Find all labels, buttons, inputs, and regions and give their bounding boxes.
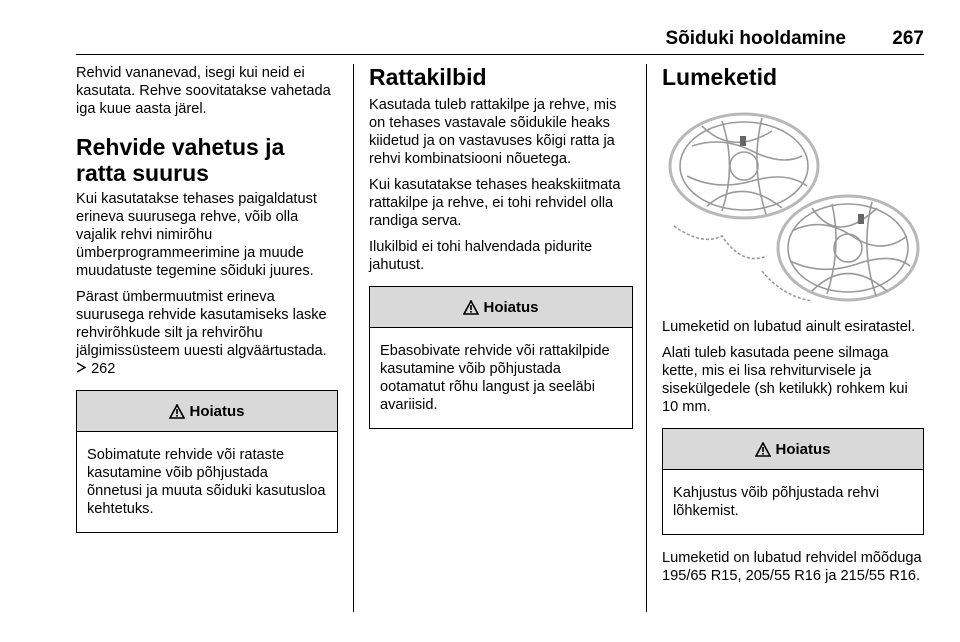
section-heading-snow-chains: Lumeketid bbox=[662, 64, 778, 90]
warning-text: Kahjustus võib põhjustada rehvi lõhkemist. bbox=[673, 485, 880, 519]
warning-box bbox=[369, 286, 633, 429]
page-reference-arrow-icon bbox=[76, 360, 87, 378]
section-heading-tire-change: Rehvide vahetus ja ratta suurus bbox=[76, 134, 285, 186]
snow-chains-paragraph-3: Lumeketid on lubatud rehvidel mõõduga 195/65 R15, 205/55 R16 ja 215/55 R16. bbox=[662, 550, 922, 584]
page-header bbox=[76, 28, 924, 54]
warning-box bbox=[76, 390, 338, 533]
page-reference-link[interactable]: 262 bbox=[91, 361, 116, 377]
warning-triangle-icon bbox=[169, 404, 185, 419]
intro-paragraph: Rehvid vananevad, isegi kui neid ei kasutata. Rehve soovitatakse vahetada iga kuue aasta järel. bbox=[76, 65, 331, 117]
warning-header bbox=[370, 287, 632, 328]
page-number: 267 bbox=[892, 28, 924, 49]
snow-chains-paragraph-1: Lumeketid on lubatud ainult esiratastel. bbox=[662, 319, 916, 335]
snow-chains-paragraph-2: Alati tuleb kasutada peene silmaga kette, mis ei lisa rehviturvisele ja sisekülgedele (sh ketilukk) rohkem kui 10 mm. bbox=[662, 345, 908, 415]
warning-triangle-icon bbox=[463, 300, 479, 315]
warning-text: Sobimatute rehvide või rataste kasutamine võib põhjustada õnnetusi ja muuta sõiduki kasutusloa kehtetuks. bbox=[87, 447, 326, 517]
warning-title: Hoiatus bbox=[483, 298, 539, 316]
wheel-covers-paragraph-1: Kasutada tuleb rattakilpe ja rehve, mis on tehases vastavale sõidukile heaks kiidetud ja on vastavuses kõigi ratta ja rehvi kombinatsiooni nõuetega. bbox=[369, 97, 617, 167]
warning-box bbox=[662, 428, 924, 535]
wheel-covers-paragraph-3: Ilukilbid ei tohi halvendada pidurite jahutust. bbox=[369, 239, 593, 273]
wheel-covers-paragraph-2: Kui kasutatakse tehases heakskiitmata rattakilpe ja rehve, ei tohi rehvidel olla randiga serva. bbox=[369, 177, 621, 229]
column-divider-2 bbox=[646, 64, 647, 612]
tire-change-paragraph-1: Kui kasutatakse tehases paigaldatust erineva suurusega rehve, võib olla vajalik rehvi nimirõhu ümberprogrammeerimine ja muude muudatuste tegemine sõiduki juures. bbox=[76, 191, 317, 279]
warning-text: Ebasobivate rehvide või rattakilpide kasutamine võib põhjustada ootamatut rõhu langust ja seeläbi avariisid. bbox=[380, 343, 610, 413]
header-title: Sõiduki hooldamine bbox=[665, 28, 846, 49]
column-left bbox=[76, 64, 338, 533]
column-right bbox=[662, 64, 924, 593]
warning-triangle-icon bbox=[755, 442, 771, 457]
warning-title: Hoiatus bbox=[189, 402, 245, 420]
tire-change-paragraph-2: Pärast ümbermuutmist erineva suurusega rehvide kasutamiseks laske rehvirõhkude silt ja rehvirõhu jälgimissüsteem uuesti algväärtustada. 262 bbox=[76, 289, 327, 377]
snow-chains-illustration bbox=[662, 96, 924, 308]
column-divider-1 bbox=[353, 64, 354, 612]
column-middle bbox=[369, 64, 633, 429]
header-divider bbox=[76, 54, 924, 55]
section-heading-wheel-covers: Rattakilbid bbox=[369, 64, 487, 90]
warning-header bbox=[663, 429, 923, 470]
warning-title: Hoiatus bbox=[775, 440, 831, 458]
warning-header bbox=[77, 391, 337, 432]
